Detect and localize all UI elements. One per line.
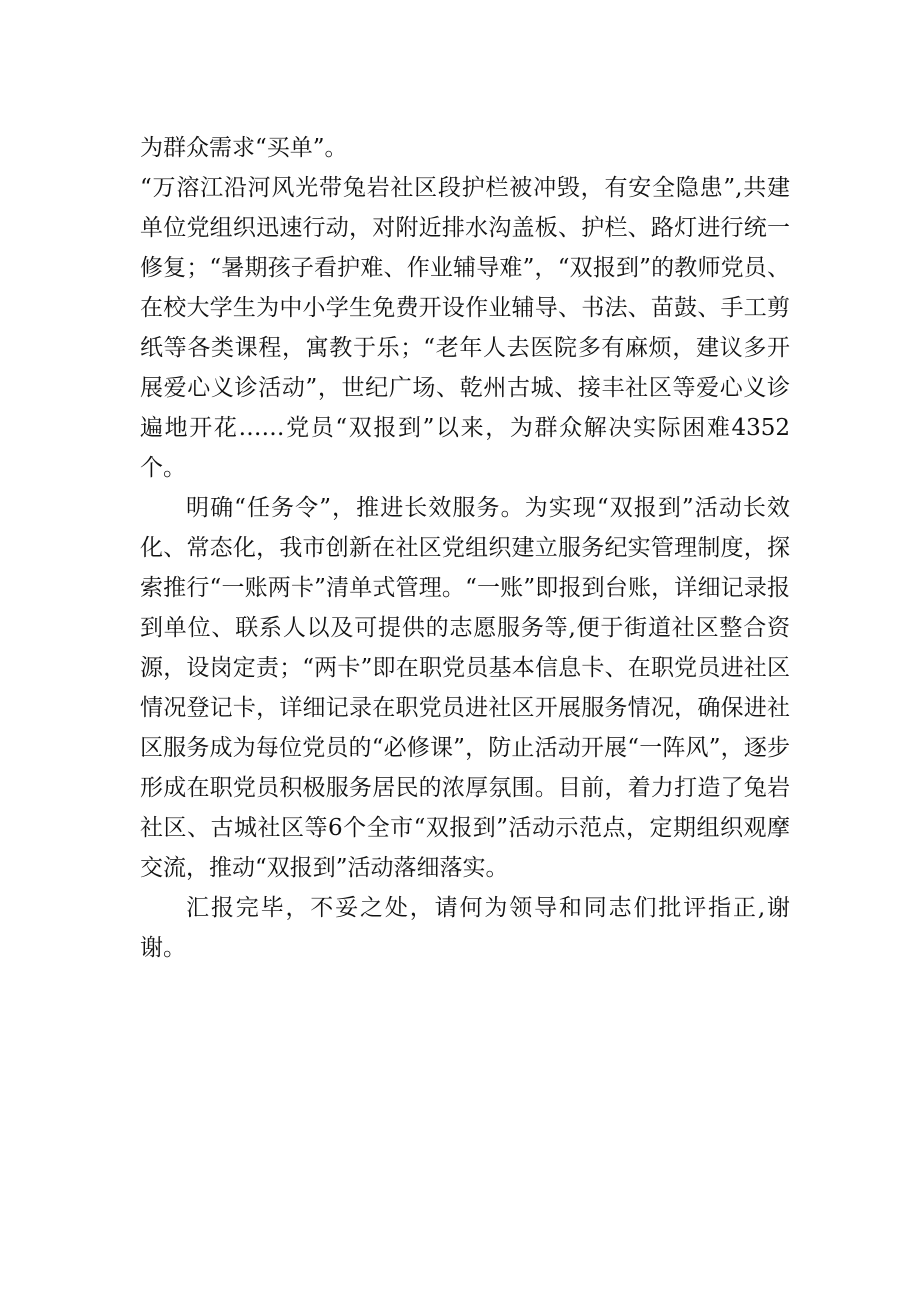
paragraph-examples: “万溶江沿河风光带兔岩社区段护栏被冲毁，有安全隐患”,共建单位党组织迅速行动，对附近排水沟盖板、护栏、路灯进行统一修复；“暑期孩子看护难、作业辅导难”，“双报到”的教师党员、在校大学生为中小学生免费开设作业辅导、书法、苗鼓、手工剪纸等各类课程，寓教于乐；“老年人去医院多有麻烦，建议多开展爱心义诊活动”，世纪广场、乾州古城、接丰社区等爱心义诊遍地开花……党员“双报到”以来，为群众解决实际困难4352个。 [140, 175, 790, 481]
paragraph-continuation: 为群众需求“买单”。 [140, 135, 348, 161]
paragraph-closing: 汇报完毕，不妥之处，请何为领导和同志们批评指正,谢谢。 [140, 895, 790, 961]
document-body [140, 128, 790, 968]
paragraph-task-order: 明确“任务令”，推进长效服务。为实现“双报到”活动长效化、常态化，我市创新在社区党组织建立服务纪实管理制度，探索推行“一账两卡”清单式管理。“一账”即报到台账，详细记录报到单位、联系人以及可提供的志愿服务等,便于街道社区整合资源，设岗定责；“两卡”即在职党员基本信息卡、在职党员进社区情况登记卡，详细记录在职党员进社区开展服务情况，确保进社区服务成为每位党员的“必修课”，防止活动开展“一阵风”，逐步形成在职党员积极服务居民的浓厚氛围。目前，着力打造了兔岩社区、古城社区等6个全市“双报到”活动示范点，定期组织观摩交流，推动“双报到”活动落细落实。 [140, 495, 790, 881]
